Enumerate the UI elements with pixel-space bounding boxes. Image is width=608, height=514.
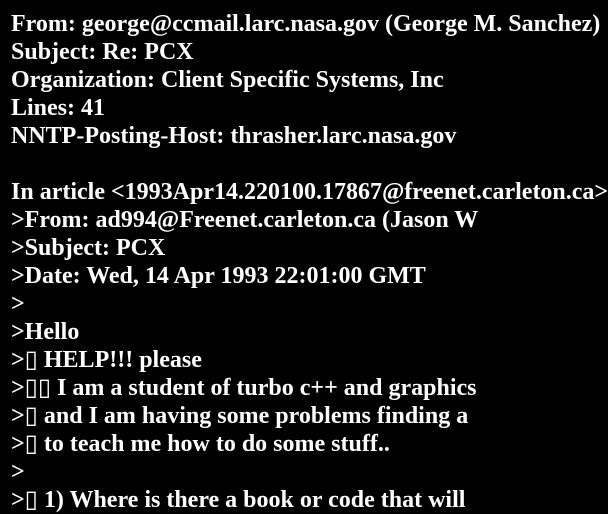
quoted-line: >▯ and I am having some problems finding a bbox=[11, 403, 469, 429]
header-lines: Lines: 41 bbox=[11, 95, 106, 121]
quoted-date: >Date: Wed, 14 Apr 1993 22:01:00 GMT bbox=[11, 263, 426, 289]
quoted-subject: >Subject: PCX bbox=[11, 235, 166, 261]
quoted-line: >▯ 1) Where is there a book or code that will bbox=[11, 487, 466, 513]
quoted-line: >▯▯ I am a student of turbo c++ and graphics bbox=[11, 375, 477, 401]
attribution-line: In article <1993Apr14.220100.17867@freenet.carleton.ca> bbox=[11, 179, 608, 205]
header-from: From: george@ccmail.larc.nasa.gov (George M. Sanchez) bbox=[11, 11, 601, 37]
quoted-line: > bbox=[11, 291, 25, 317]
quoted-line: >Hello bbox=[11, 319, 80, 345]
header-posting-host: NNTP-Posting-Host: thrasher.larc.nasa.gov bbox=[11, 123, 457, 149]
quoted-from: >From: ad994@Freenet.carleton.ca (Jason W bbox=[11, 207, 479, 233]
header-subject: Subject: Re: PCX bbox=[11, 39, 194, 65]
quoted-line: >▯ to teach me how to do some stuff.. bbox=[11, 431, 390, 457]
header-organization: Organization: Client Specific Systems, Inc bbox=[11, 67, 444, 93]
quoted-line: >▯ HELP!!! please bbox=[11, 347, 202, 373]
quoted-line: > bbox=[11, 459, 25, 485]
